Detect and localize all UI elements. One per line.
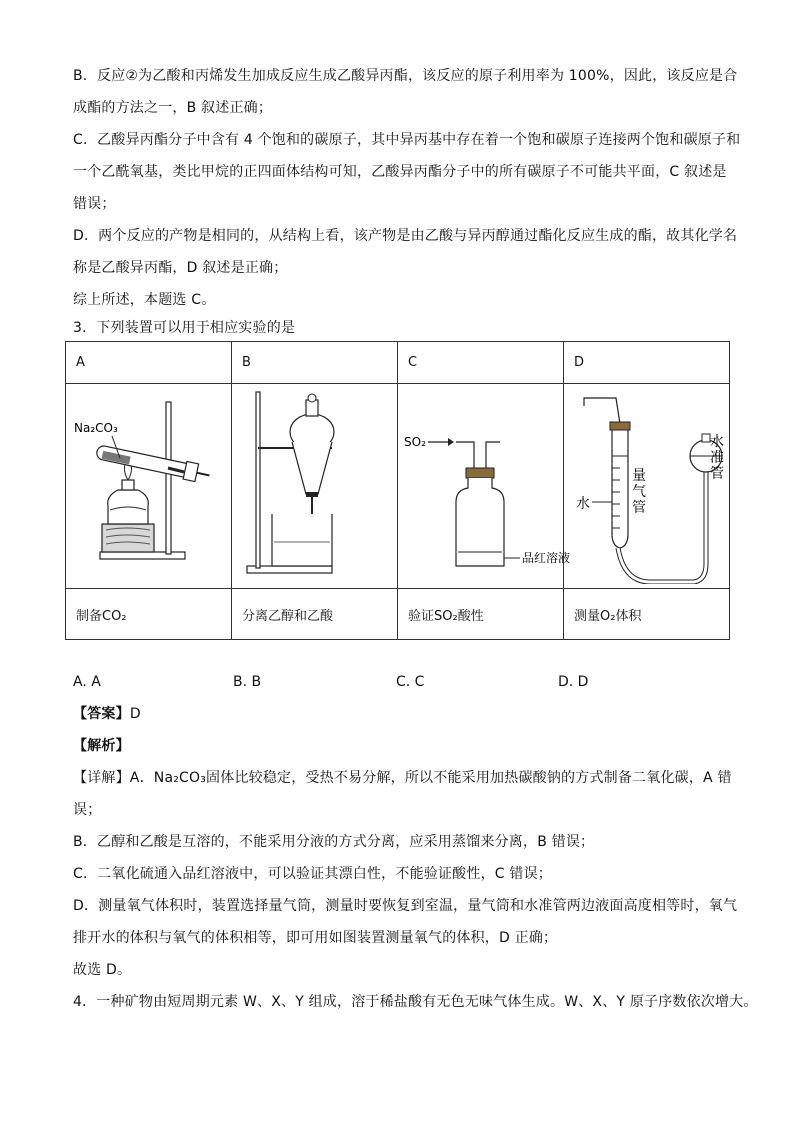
option-c: C. C [396,674,425,690]
label-level-1: 水 [710,434,724,450]
text-line: C．乙酸异丙酯分子中含有 4 个饱和的碳原子，其中异丙基中存在着一个饱和碳原子连接两个饱和碳原子和 [73,132,741,148]
header-d: D [564,342,730,384]
explain-line: 误； [73,802,102,818]
answer-line [73,704,141,724]
label-water: 水 [576,496,590,512]
apparatus-d-cell [564,384,730,589]
label-level-3: 管 [710,466,724,482]
question-4-stem: 4．一种矿物由短周期元素 W、X、Y 组成，溶于稀盐酸有无色无味气体生成。W、X、Y 原子序数依次增大。 [73,994,758,1010]
heating-tube-apparatus [66,384,223,584]
label-tube-1: 量 [632,468,646,484]
explain-line: 故选 D。 [73,962,132,978]
caption-c: 验证SO₂酸性 [398,589,564,640]
option-a: A. A [73,674,101,690]
text-line: 一个乙酰氧基，类比甲烷的正四面体结构可知，乙酸异丙酯分子中的所有碳原子不可能共平面，C 叙述是 [73,164,727,180]
header-a: A [66,342,232,384]
answer-label: 【答案】 [73,706,130,722]
label-tube-2: 气 [632,484,646,500]
label-tube-3: 管 [632,500,646,516]
caption-d: 测量O₂体积 [564,589,730,640]
answer-value: D [129,706,141,722]
text-line: 成酯的方法之一，B 叙述正确； [73,100,273,116]
option-d: D. D [558,674,589,690]
label-so2: SO₂ [404,435,426,449]
text-line: D．两个反应的产物是相同的，从结构上看，该产物是由乙酸与异丙醇通过酯化反应生成的酯，故其化学名 [73,228,738,244]
text-line: 称是乙酸异丙酯，D 叙述是正确； [73,260,288,276]
label-level-2: 准 [710,450,724,466]
text-line: 综上所述，本题选 C。 [73,292,216,308]
separatory-funnel-apparatus [232,384,353,584]
header-b: B [232,342,398,384]
explain-line: D．测量氧气体积时，装置选择量气筒，测量时要恢复到室温，量气筒和水准管两边液面高度相等时，氧气 [73,898,738,914]
caption-a: 制备CO₂ [66,589,232,640]
gas-burette-apparatus [564,384,743,584]
analysis-label: 【解析】 [73,738,130,754]
text-line: B．反应②为乙酸和丙烯发生加成反应生成乙酸异丙酯，该反应的原子利用率为 100%，因此，该反应是合 [73,68,738,84]
question-3-stem: 3．下列装置可以用于相应实验的是 [73,320,296,336]
option-b: B. B [233,674,262,690]
explain-line: B．乙醇和乙酸是互溶的，不能采用分液的方式分离，应采用蒸馏来分离，B 错误； [73,834,595,850]
caption-b: 分离乙醇和乙酸 [232,589,398,640]
apparatus-b-cell [232,384,398,589]
apparatus-table [65,341,730,640]
apparatus-a-cell [66,384,232,589]
apparatus-c-cell [398,384,571,589]
explain-line: 排开水的体积与氧气的体积相等，即可用如图装置测量氧气的体积，D 正确； [73,930,558,946]
label-na2co3: Na₂CO₃ [74,421,118,435]
explain-line: 【详解】A．Na₂CO₃固体比较稳定，受热不易分解，所以不能采用加热碳酸钠的方式制备二氧化碳，A 错 [73,770,732,786]
label-pinhong: 品红溶液 [522,551,571,565]
header-c: C [398,342,564,384]
explain-line: C．二氧化硫通入品红溶液中，可以验证其漂白性，不能验证酸性，C 错误； [73,866,552,882]
text-line: 错误； [73,196,116,212]
